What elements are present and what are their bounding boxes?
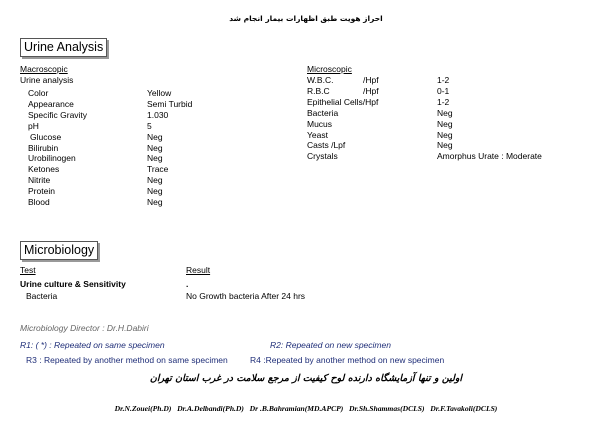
macroscopic-header: Macroscopic — [20, 64, 68, 74]
microbiology-director: Microbiology Director : Dr.H.Dabiri — [20, 323, 149, 333]
repeat-note-r3: R3 : Repeated by another method on same specimen — [26, 355, 228, 365]
micro-row-value: Neg — [437, 107, 453, 118]
macro-row-label: Nitrite — [28, 175, 51, 186]
macro-row-label: Urobilinogen — [28, 153, 76, 164]
macro-row-value: 5 — [147, 120, 152, 131]
micro-row-value: 1-2 — [437, 96, 450, 107]
macro-row-value: Neg — [147, 153, 163, 164]
microscopic-header: Microscopic — [307, 64, 352, 74]
identity-note: احراز هویت طبق اظهارات بیمار انجام شد — [229, 14, 383, 23]
macro-row-value: Neg — [147, 142, 163, 153]
result-column-header: Result — [186, 265, 211, 275]
micro-row-value: 0-1 — [437, 85, 450, 96]
macro-row-value: Neg — [147, 131, 163, 142]
macro-row-label: Protein — [28, 186, 55, 197]
micro-row-unit: /Hpf — [363, 85, 379, 96]
repeat-note-r4: R4 :Repeated by another method on new specimen — [250, 355, 445, 365]
macro-row-value: Trace — [147, 164, 169, 175]
macro-row-value: Neg — [147, 175, 163, 186]
macro-row-label: Appearance — [28, 98, 74, 109]
repeat-note-r1: R1: ( *) : Repeated on same specimen — [20, 340, 165, 350]
macro-row-value: Yellow — [147, 88, 172, 98]
micro-row-value: Amorphus Urate : Moderate — [437, 151, 542, 162]
macro-row-label: pH — [28, 120, 39, 131]
macro-row-value: 1.030 — [147, 109, 169, 120]
micro-row-value: Neg — [437, 140, 453, 151]
macro-row-label: Bilirubin — [28, 142, 59, 153]
culture-result: . — [186, 279, 189, 289]
lab-quality-note: اولین و تنها آزمایشگاه دارنده لوح کیفیت از مرجع سلامت در غرب استان تهران — [149, 373, 463, 384]
macro-row-label: Color — [28, 88, 49, 98]
micro-row-value: 1-2 — [437, 75, 450, 85]
macro-row-label: Glucose — [30, 131, 62, 142]
macro-row-label: Blood — [28, 197, 50, 207]
repeat-note-r2: R2: Repeated on new specimen — [270, 340, 391, 350]
micro-row-label: Bacteria — [307, 107, 339, 118]
macro-row-value: Neg — [147, 197, 163, 207]
micro-row-unit: /Hpf — [363, 75, 379, 85]
macro-row-value: Semi Turbid — [147, 98, 193, 109]
micro-row-label: Yeast — [307, 129, 328, 140]
micro-row-label: Epithelial Cells/Hpf — [307, 96, 379, 107]
micro-row-label: W.B.C. — [307, 75, 334, 85]
test-column-header: Test — [20, 265, 36, 275]
urine-analysis-subheader: Urine analysis — [20, 75, 74, 85]
macro-row-label: Ketones — [28, 164, 60, 175]
bacteria-result: No Growth bacteria After 24 hrs — [186, 291, 306, 301]
macro-row-label: Specific Gravity — [28, 109, 88, 120]
micro-row-label: Casts /Lpf — [307, 140, 346, 151]
urine-analysis-title: Urine Analysis — [20, 38, 107, 57]
culture-label: Urine culture & Sensitivity — [20, 279, 126, 289]
microbiology-title: Microbiology — [20, 241, 98, 260]
macro-row-value: Neg — [147, 186, 163, 197]
doctors-list: Dr.N.Zouei(Ph.D) Dr.A.Delbandi(Ph.D) Dr .B.Bahramian(MD.APCP) Dr.Sh.Shammas(DCLS) Dr.F.Tavakoli(DCLS) — [114, 404, 498, 413]
micro-row-value: Neg — [437, 118, 453, 129]
micro-row-label: Mucus — [307, 118, 333, 129]
micro-row-label: R.B.C — [307, 85, 330, 96]
bacteria-label: Bacteria — [26, 291, 58, 301]
micro-row-label: Crystals — [307, 151, 338, 162]
micro-row-value: Neg — [437, 129, 453, 140]
